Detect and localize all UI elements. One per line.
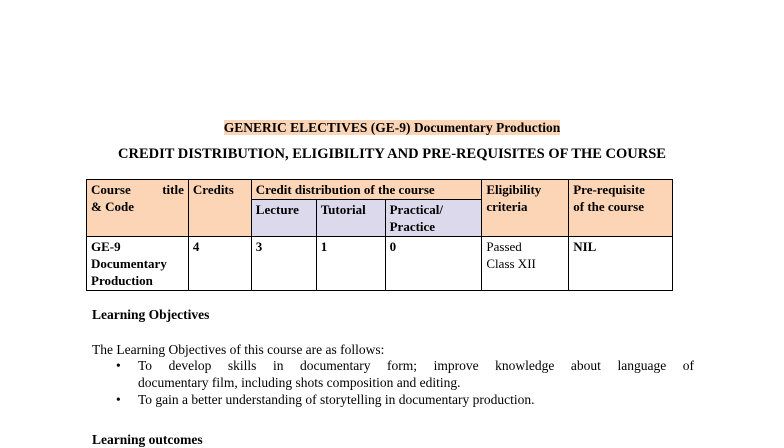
- table-header-row: [87, 180, 673, 200]
- learning-outcomes-heading: Learning outcomes: [92, 432, 203, 447]
- section-subtitle: CREDIT DISTRIBUTION, ELIGIBILITY AND PRE-REQUISITES OF THE COURSE: [118, 146, 666, 162]
- header-prerequisite: Pre-requisite of the course: [569, 180, 673, 237]
- cell-prerequisite: NIL: [569, 237, 673, 291]
- header-eligibility: Eligibility criteria: [482, 180, 569, 237]
- bullet-icon: •: [116, 392, 121, 407]
- header-credits: Credits: [188, 180, 251, 237]
- list-item: • To gain a better understanding of storytelling in documentary production.: [116, 392, 535, 407]
- bullet-icon: •: [116, 358, 121, 373]
- objectives-intro: The Learning Objectives of this course are as follows:: [92, 342, 385, 357]
- header-course-title: Course title & Code: [87, 180, 189, 237]
- objectives-list: [92, 357, 694, 408]
- cell-eligibility: Passed Class XII: [482, 237, 569, 291]
- learning-objectives-heading: Learning Objectives: [92, 307, 210, 322]
- cell-lecture: 3: [251, 237, 316, 291]
- list-item: • To develop skills in documentary form; improve knowledge about language of documentary film, including shots composition and editing.: [116, 358, 694, 390]
- header-practical: Practical/ Practice: [385, 200, 482, 237]
- cell-tutorial: 1: [316, 237, 385, 291]
- cell-credits: 4: [188, 237, 251, 291]
- table-row: [87, 237, 673, 291]
- header-credit-distribution: Credit distribution of the course: [251, 180, 482, 200]
- header-tutorial: Tutorial: [316, 200, 385, 237]
- credit-distribution-table: [86, 179, 673, 291]
- cell-practical: 0: [385, 237, 482, 291]
- course-title: GENERIC ELECTIVES (GE-9) Documentary Production: [223, 120, 561, 135]
- cell-course-code: GE-9 Documentary Production: [87, 237, 189, 291]
- header-lecture: Lecture: [251, 200, 316, 237]
